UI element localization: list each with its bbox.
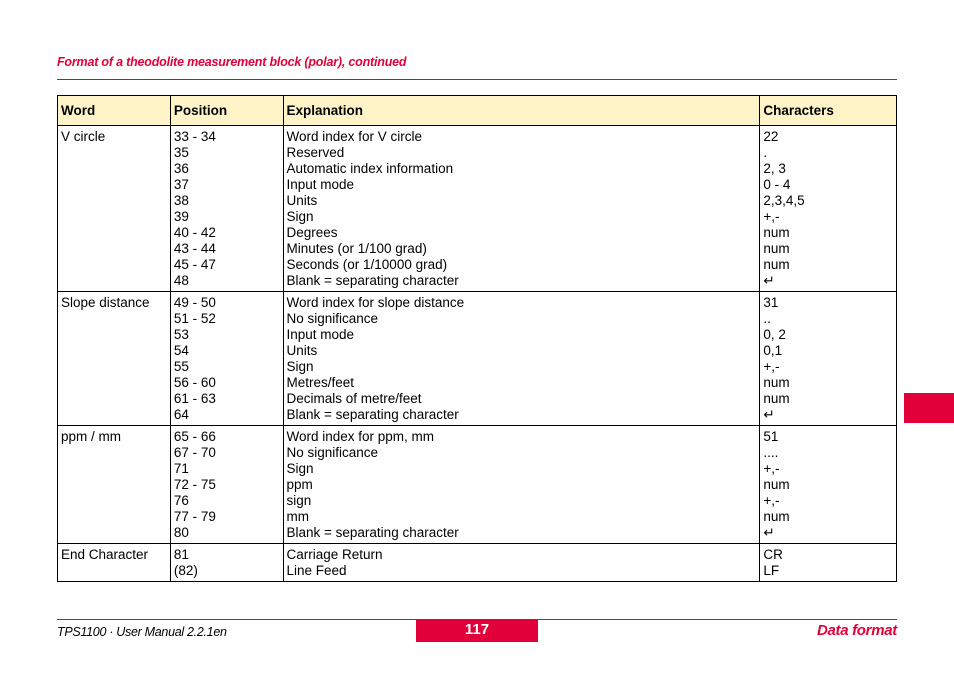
position-value: 67 - 70 [173,445,216,460]
explanation-value: Word index for V circle [286,129,423,144]
explanation-value: Minutes (or 1/100 grad) [286,241,427,256]
explanation-value: ppm [286,477,313,492]
position-value: 37 [173,177,189,192]
cell-characters [760,292,897,426]
characters-value: num [763,241,790,256]
explanation-value: Blank = separating character [286,273,459,288]
position-value: 33 - 34 [173,129,216,144]
top-divider [57,79,897,80]
position-value: 72 - 75 [173,477,216,492]
column-header-position: Position [170,96,283,126]
format-table [57,95,897,582]
table-body [58,126,897,582]
characters-value: 0,1 [763,343,783,358]
characters-value: +,- [763,461,780,476]
explanation-value: Blank = separating character [286,525,459,540]
characters-value: 2,3,4,5 [763,193,805,208]
characters-value: 51 [763,429,779,444]
cell-position [170,292,283,426]
cell-word [58,126,171,292]
table-row [58,426,897,544]
position-value: 38 [173,193,189,208]
characters-value: . [763,145,768,160]
characters-value: CR [763,547,783,562]
characters-value: 0 - 4 [763,177,791,192]
characters-value: num [763,375,790,390]
explanation-value: No significance [286,311,379,326]
cell-word [58,426,171,544]
table-row [58,292,897,426]
position-value: 49 - 50 [173,295,216,310]
cell-explanation [283,544,760,582]
position-value: (82) [173,563,198,578]
explanation-value: Carriage Return [286,547,383,562]
explanation-value: Blank = separating character [286,407,459,422]
cell-word [58,544,171,582]
characters-value: num [763,257,790,272]
table-row [58,544,897,582]
explanation-value: Line Feed [286,563,347,578]
explanation-value: Metres/feet [286,375,355,390]
position-value: 53 [173,327,189,342]
word-label: V circle [61,129,106,144]
cell-position [170,426,283,544]
cell-characters [760,544,897,582]
position-value: 36 [173,161,189,176]
section-title: Format of a theodolite measurement block (polar), continued [57,55,407,69]
characters-value: +,- [763,359,780,374]
explanation-value: Units [286,343,318,358]
explanation-value: Units [286,193,318,208]
explanation-value: mm [286,509,309,524]
explanation-value: Word index for ppm, mm [286,429,435,444]
position-value: 39 [173,209,189,224]
characters-value: +,- [763,493,780,508]
column-header-characters: Characters [760,96,897,126]
characters-value: 31 [763,295,779,310]
cell-position [170,126,283,292]
cell-position [170,544,283,582]
column-header-word: Word [58,96,171,126]
characters-value: num [763,391,790,406]
position-value: 35 [173,145,189,160]
position-value: 48 [173,273,189,288]
characters-value: num [763,509,790,524]
cell-characters [760,426,897,544]
explanation-value: Automatic index information [286,161,454,176]
position-value: 45 - 47 [173,257,216,272]
explanation-value: Sign [286,359,314,374]
position-value: 81 [173,547,189,562]
position-value: 43 - 44 [173,241,216,256]
cell-word [58,292,171,426]
explanation-value: Degrees [286,225,338,240]
characters-value: ↵ [763,273,775,288]
chapter-tab-marker [904,393,954,423]
table-header-row [58,96,897,126]
characters-value: num [763,225,790,240]
explanation-value: sign [286,493,312,508]
position-value: 76 [173,493,189,508]
characters-value: LF [763,563,780,578]
position-value: 80 [173,525,189,540]
characters-value: ↵ [763,525,775,540]
characters-value: num [763,477,790,492]
position-value: 51 - 52 [173,311,216,326]
explanation-value: Input mode [286,177,355,192]
explanation-value: Word index for slope distance [286,295,465,310]
position-value: 54 [173,343,189,358]
characters-value: ↵ [763,407,775,422]
position-value: 64 [173,407,189,422]
explanation-value: Decimals of metre/feet [286,391,422,406]
cell-explanation [283,426,760,544]
explanation-value: Seconds (or 1/10000 grad) [286,257,448,272]
position-value: 61 - 63 [173,391,216,406]
word-label: Slope distance [61,295,150,310]
characters-value: 2, 3 [763,161,786,176]
cell-explanation [283,292,760,426]
characters-value: 22 [763,129,779,144]
position-value: 71 [173,461,189,476]
position-value: 77 - 79 [173,509,216,524]
explanation-value: Input mode [286,327,355,342]
word-label: End Character [61,547,149,562]
characters-value: 0, 2 [763,327,786,342]
position-value: 40 - 42 [173,225,216,240]
word-label: ppm / mm [61,429,122,444]
explanation-value: Reserved [286,145,345,160]
position-value: 55 [173,359,189,374]
position-value: 65 - 66 [173,429,216,444]
cell-characters [760,126,897,292]
explanation-value: Sign [286,209,314,224]
characters-value: +,- [763,209,780,224]
position-value: 56 - 60 [173,375,216,390]
column-header-explanation: Explanation [283,96,760,126]
footer-chapter-title: Data format [816,622,897,639]
footer-manual-title: TPS1100 · User Manual 2.2.1en [57,625,227,639]
explanation-value: Sign [286,461,314,476]
characters-value: .... [763,445,779,460]
characters-value: .. [763,311,771,326]
cell-explanation [283,126,760,292]
table-row [58,126,897,292]
page-number: 117 [416,620,538,642]
explanation-value: No significance [286,445,379,460]
